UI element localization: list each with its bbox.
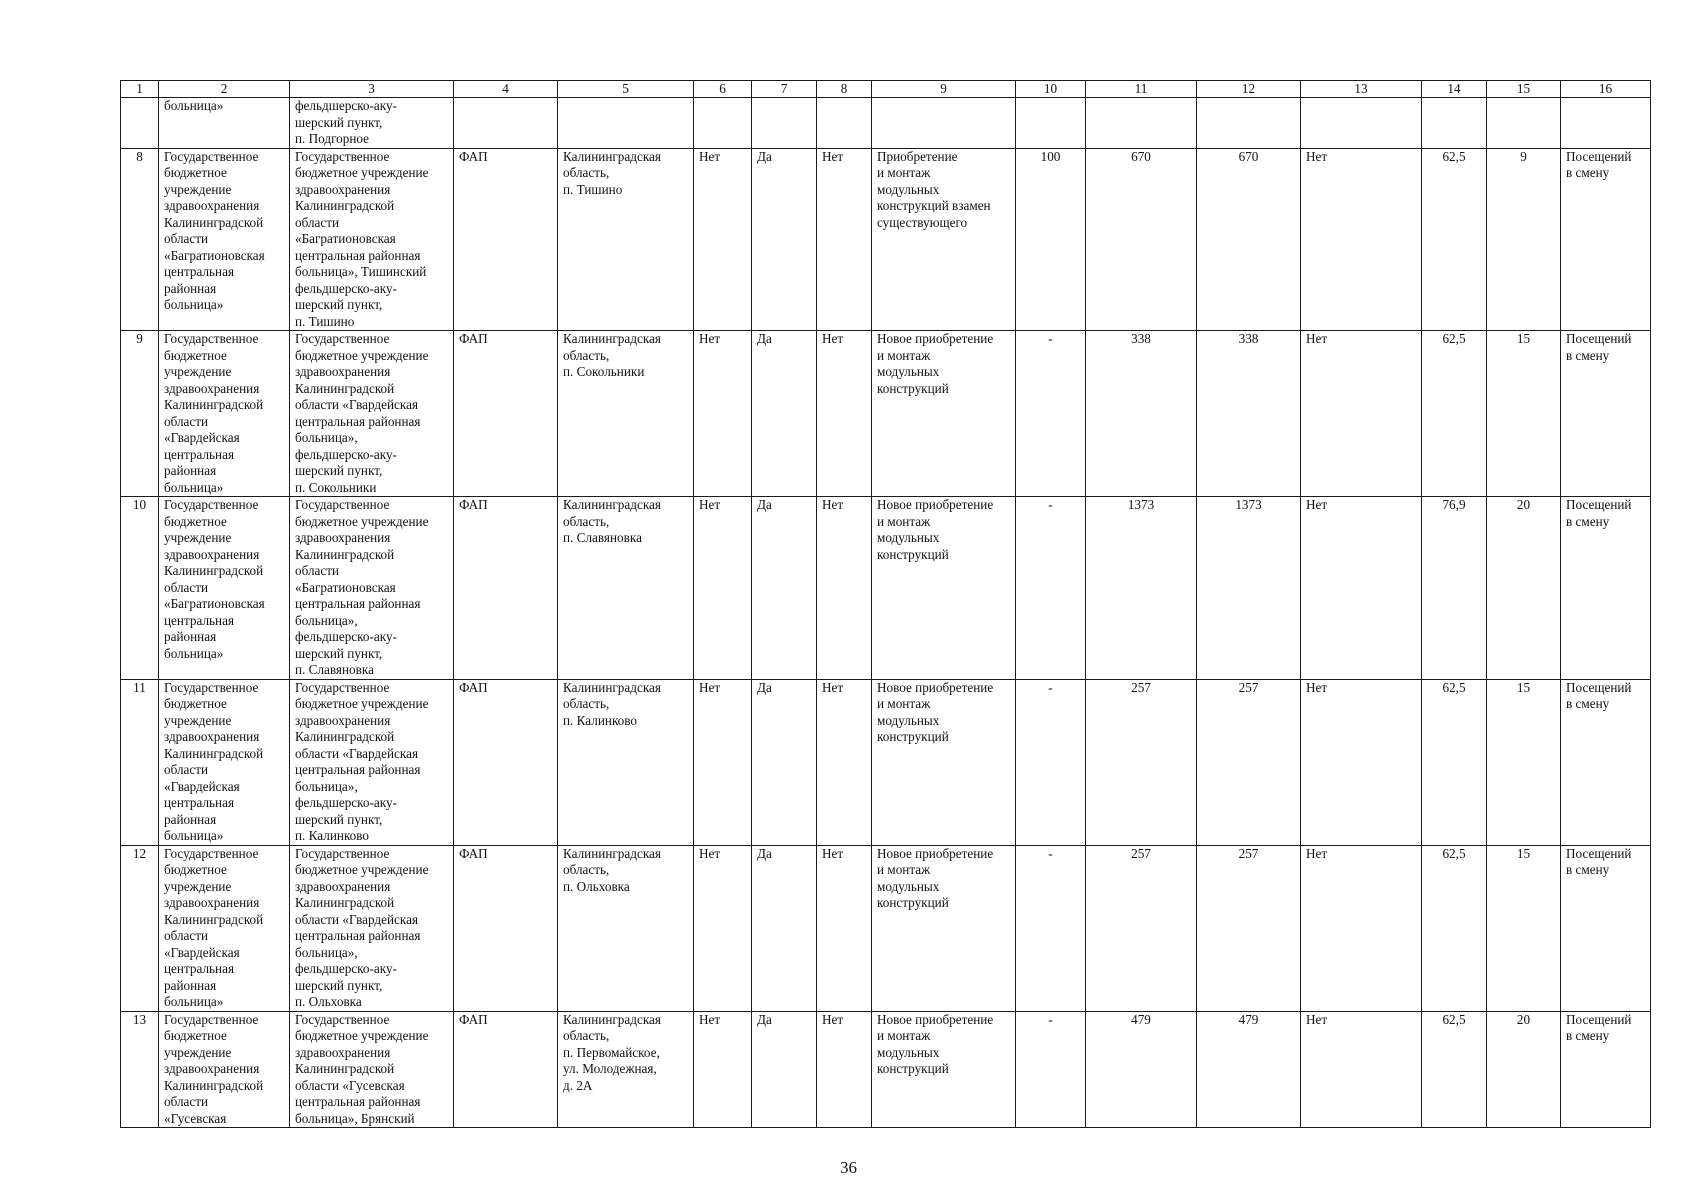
cell-address bbox=[558, 845, 694, 1011]
cell-unit bbox=[1561, 497, 1651, 680]
cell-line: центральная bbox=[164, 264, 235, 279]
cell-line: Посещений bbox=[1566, 497, 1632, 512]
cell-col-7: Да bbox=[752, 845, 817, 1011]
cell-line: здравоохранения bbox=[295, 712, 391, 728]
cell-facility bbox=[290, 497, 454, 680]
cell-col-15: 15 bbox=[1487, 845, 1561, 1011]
cell-col-8: Нет bbox=[817, 331, 872, 497]
cell-line: область, bbox=[563, 165, 610, 180]
cell-line: бюджетное bbox=[164, 513, 227, 529]
column-number-4: 4 bbox=[454, 81, 558, 98]
cell-line: районная bbox=[164, 280, 217, 296]
cell-line: учреждение bbox=[164, 712, 232, 728]
cell-col-15: 20 bbox=[1487, 497, 1561, 680]
cell-line: Посещений bbox=[1566, 331, 1632, 346]
cell-line: д. 2А bbox=[563, 1077, 593, 1093]
cell-line: Новое приобретение bbox=[877, 497, 994, 512]
cell-line: районная bbox=[164, 463, 217, 478]
cell-line: здравоохранения bbox=[164, 895, 260, 910]
cell-col-7: Да bbox=[752, 331, 817, 497]
page-number: 36 bbox=[840, 1158, 857, 1177]
cell-line: в смену bbox=[1566, 696, 1610, 711]
cell-unit bbox=[1561, 331, 1651, 497]
cell-type: ФАП bbox=[454, 148, 558, 331]
cell-line: п. Тишино bbox=[295, 313, 355, 329]
cell-line: и монтаж bbox=[877, 1028, 931, 1043]
cell-line: больница», bbox=[295, 430, 358, 445]
cell-unit bbox=[1561, 845, 1651, 1011]
cell-action bbox=[872, 497, 1016, 680]
cell-line: бюджетное bbox=[164, 347, 227, 363]
column-number-16: 16 bbox=[1561, 81, 1651, 98]
cell-line: больница» bbox=[164, 479, 224, 495]
cell-number: 12 bbox=[121, 845, 159, 1011]
cell-line: Государственное bbox=[295, 497, 390, 512]
cell-col-11: 257 bbox=[1086, 845, 1197, 1011]
cell-col-12: 670 bbox=[1197, 148, 1301, 331]
cell-col-11: 338 bbox=[1086, 331, 1197, 497]
cell-line: больница», bbox=[295, 778, 358, 794]
cell-col-11: 479 bbox=[1086, 1011, 1197, 1128]
cell-line: центральная районная bbox=[295, 928, 421, 943]
table-row bbox=[121, 679, 1651, 845]
table-row bbox=[121, 497, 1651, 680]
cell-org-name bbox=[159, 845, 290, 1011]
cell-number: 9 bbox=[121, 331, 159, 497]
cell-col-7: Да bbox=[752, 1011, 817, 1128]
cell-line: и монтаж bbox=[877, 862, 931, 877]
cell-line: здравоохранения bbox=[295, 878, 391, 894]
cell-line: больница», bbox=[295, 612, 358, 628]
cell-col-6: Нет bbox=[694, 1011, 752, 1128]
cell-col-7: Да bbox=[752, 679, 817, 845]
column-number-6: 6 bbox=[694, 81, 752, 98]
cell-line: п. Сокольники bbox=[563, 364, 645, 379]
column-number-13: 13 bbox=[1301, 81, 1422, 98]
cell-col-14: 76,9 bbox=[1422, 497, 1487, 680]
cell-line: «Багратионовская bbox=[295, 231, 396, 246]
cell-line: Государственное bbox=[295, 845, 390, 861]
cell-col-6: Нет bbox=[694, 679, 752, 845]
cell-unit bbox=[1561, 679, 1651, 845]
cell-line: бюджетное bbox=[164, 1028, 227, 1043]
cell-facility: фельдшерско-аку- шерский пункт, п. Подгорное bbox=[290, 98, 454, 149]
cell-col-8: Нет bbox=[817, 679, 872, 845]
cell-type: ФАП bbox=[454, 845, 558, 1011]
cell-facility bbox=[290, 148, 454, 331]
cell-line: «Багратионовская bbox=[164, 247, 265, 263]
cell-action bbox=[872, 845, 1016, 1011]
cell-line: области «Гусевская bbox=[295, 1077, 405, 1093]
table-row bbox=[121, 845, 1651, 1011]
cell-number: 8 bbox=[121, 148, 159, 331]
cell-col-12: 1373 bbox=[1197, 497, 1301, 680]
cell-line: области bbox=[164, 1094, 209, 1109]
column-number-row bbox=[121, 81, 1651, 98]
column-number-14: 14 bbox=[1422, 81, 1487, 98]
cell-line: п. Славяновка bbox=[295, 662, 374, 677]
cell-line: центральная bbox=[164, 446, 235, 462]
cell-number: 11 bbox=[121, 679, 159, 845]
cell-line: фельдшерско-аку- bbox=[295, 280, 397, 296]
cell-line: конструкций bbox=[877, 546, 949, 562]
cell-col-6: Нет bbox=[694, 331, 752, 497]
cell-address bbox=[558, 679, 694, 845]
table-body bbox=[121, 81, 1651, 1128]
cell-action bbox=[872, 148, 1016, 331]
cell-org-name bbox=[159, 1011, 290, 1128]
cell-line: Приобретение bbox=[877, 148, 958, 164]
cell-line: центральная районная bbox=[295, 247, 421, 263]
cell-col-8: Нет bbox=[817, 497, 872, 680]
cell-line: здравоохранения bbox=[295, 530, 391, 545]
cell-col-10: - bbox=[1016, 331, 1086, 497]
cell-col-13: Нет bbox=[1301, 679, 1422, 845]
cell-line: шерский пункт, bbox=[295, 463, 383, 478]
cell-line: фельдшерско-аку- bbox=[295, 446, 397, 462]
cell-line: Государственное bbox=[295, 1011, 390, 1027]
column-number-3: 3 bbox=[290, 81, 454, 98]
cell-line: в смену bbox=[1566, 347, 1610, 363]
cell-line: и монтаж bbox=[877, 165, 931, 180]
cell-line: п. Калинково bbox=[563, 712, 637, 728]
cell-line: больница», Брянский bbox=[295, 1110, 415, 1126]
cell-line: п. Ольховка bbox=[563, 878, 630, 894]
cell-line: центральная районная bbox=[295, 1094, 421, 1109]
cell-line: больница» bbox=[164, 297, 224, 312]
cell-line: учреждение bbox=[164, 364, 232, 379]
column-number-8: 8 bbox=[817, 81, 872, 98]
cell-line: и монтаж bbox=[877, 347, 931, 363]
cell-facility bbox=[290, 1011, 454, 1128]
cell-line: бюджетное bbox=[164, 696, 227, 711]
cell-facility bbox=[290, 845, 454, 1011]
cell-action bbox=[872, 679, 1016, 845]
cell-line: здравоохранения bbox=[295, 181, 391, 197]
cell-line: ул. Молодежная, bbox=[563, 1061, 657, 1076]
cell-line: Калининградской bbox=[295, 198, 395, 213]
cell-line: Калининградской bbox=[164, 214, 264, 230]
cell-address bbox=[558, 331, 694, 497]
cell-line: п. Тишино bbox=[563, 181, 623, 197]
column-number-15: 15 bbox=[1487, 81, 1561, 98]
cell-line: шерский пункт, bbox=[295, 297, 383, 312]
cell-org-name bbox=[159, 679, 290, 845]
cell-line: Посещений bbox=[1566, 845, 1632, 861]
cell-address bbox=[558, 148, 694, 331]
cell-type: ФАП bbox=[454, 679, 558, 845]
cell-line: области «Гвардейская bbox=[295, 397, 419, 412]
cell-col-15: 9 bbox=[1487, 148, 1561, 331]
cell-line: учреждение bbox=[164, 530, 232, 545]
cell-line: конструкций bbox=[877, 380, 949, 396]
cell-line: бюджетное учреждение bbox=[295, 862, 429, 877]
cell-facility bbox=[290, 679, 454, 845]
cell-col-12: 257 bbox=[1197, 845, 1301, 1011]
cell-line: модульных bbox=[877, 364, 940, 379]
cell-line: области «Гвардейская bbox=[295, 911, 419, 927]
cell-number: 10 bbox=[121, 497, 159, 680]
cell-action bbox=[872, 331, 1016, 497]
cell-line: Калининградская bbox=[563, 497, 661, 512]
cell-line: Новое приобретение bbox=[877, 1011, 994, 1027]
column-number-2: 2 bbox=[159, 81, 290, 98]
cell-line: центральная районная bbox=[295, 413, 421, 429]
cell-line: Государственное bbox=[295, 679, 390, 695]
cell-col-7: Да bbox=[752, 497, 817, 680]
cell-col-7: Да bbox=[752, 148, 817, 331]
cell-line: п. Ольховка bbox=[295, 994, 362, 1009]
cell-line: п. Сокольники bbox=[295, 479, 377, 495]
cell-col-13: Нет bbox=[1301, 497, 1422, 680]
cell-line: бюджетное учреждение bbox=[295, 513, 429, 529]
cell-line: существующего bbox=[877, 214, 968, 230]
cell-line: Калининградская bbox=[563, 679, 661, 695]
cell-unit bbox=[1561, 148, 1651, 331]
cell-line: Калининградской bbox=[295, 1061, 395, 1076]
cell-line: область, bbox=[563, 862, 610, 877]
cell-col-8: Нет bbox=[817, 845, 872, 1011]
cell-line: в смену bbox=[1566, 862, 1610, 877]
cell-line: Калининградская bbox=[563, 148, 661, 164]
cell-type: ФАП bbox=[454, 497, 558, 680]
cell-line: фельдшерско-аку- bbox=[295, 795, 397, 810]
cell-line: п. Славяновка bbox=[563, 530, 642, 545]
cell-line: модульных bbox=[877, 878, 940, 894]
cell-line: бюджетное учреждение bbox=[295, 696, 429, 711]
cell-type: ФАП bbox=[454, 1011, 558, 1128]
cell-line: Новое приобретение bbox=[877, 331, 994, 346]
cell-line: «Багратионовская bbox=[164, 596, 265, 611]
cell-line: центральная bbox=[164, 961, 235, 976]
cell-col-8: Нет bbox=[817, 148, 872, 331]
cell-line: «Гусевская bbox=[164, 1110, 227, 1126]
cell-col-11: 1373 bbox=[1086, 497, 1197, 680]
cell-line: здравоохранения bbox=[164, 729, 260, 744]
cell-line: п. Калинково bbox=[295, 828, 369, 843]
cell-line: Государственное bbox=[164, 679, 259, 695]
cell-line: области bbox=[295, 214, 340, 230]
cell-line: центральная bbox=[164, 612, 235, 628]
cell-col-14: 62,5 bbox=[1422, 331, 1487, 497]
cell-col-11: 670 bbox=[1086, 148, 1197, 331]
cell-line: больница» bbox=[164, 828, 224, 843]
cell-line: Государственное bbox=[164, 497, 259, 512]
cell-line: Государственное bbox=[164, 1011, 259, 1027]
column-number-11: 11 bbox=[1086, 81, 1197, 98]
cell-line: конструкций bbox=[877, 895, 949, 910]
cell-line: Калининградской bbox=[295, 380, 395, 396]
cell-line: здравоохранения bbox=[164, 198, 260, 213]
cell-line: здравоохранения bbox=[295, 1044, 391, 1060]
cell-line: бюджетное bbox=[164, 862, 227, 877]
cell-line: бюджетное учреждение bbox=[295, 1028, 429, 1043]
cell-address bbox=[558, 1011, 694, 1128]
cell-line: Государственное bbox=[295, 331, 390, 346]
cell-col-13: Нет bbox=[1301, 148, 1422, 331]
cell-line: Посещений bbox=[1566, 148, 1632, 164]
cell-line: учреждение bbox=[164, 1044, 232, 1060]
cell-line: «Гвардейская bbox=[164, 944, 240, 960]
cell-line: здравоохранения bbox=[164, 1061, 260, 1076]
cell-line: Калининградской bbox=[295, 546, 395, 562]
cell-line: области bbox=[295, 563, 340, 578]
cell-org-name bbox=[159, 148, 290, 331]
column-number-7: 7 bbox=[752, 81, 817, 98]
cell-col-8: Нет bbox=[817, 1011, 872, 1128]
cell-col-10: - bbox=[1016, 497, 1086, 680]
cell-line: в смену bbox=[1566, 513, 1610, 529]
cell-line: область, bbox=[563, 696, 610, 711]
cell-col-6: Нет bbox=[694, 845, 752, 1011]
cell-line: области bbox=[164, 413, 209, 429]
cell-line: здравоохранения bbox=[295, 364, 391, 379]
cell-col-13: Нет bbox=[1301, 845, 1422, 1011]
cell-line: конструкций bbox=[877, 1061, 949, 1076]
cell-line: п. Первомайское, bbox=[563, 1044, 660, 1060]
cell-line: здравоохранения bbox=[164, 546, 260, 562]
cell-line: Государственное bbox=[164, 148, 259, 164]
cell-line: Посещений bbox=[1566, 1011, 1632, 1027]
cell-line: Калининградской bbox=[164, 745, 264, 761]
cell-line: больница» bbox=[164, 645, 224, 661]
cell-line: конструкций взамен bbox=[877, 198, 991, 213]
cell-line: шерский пункт, bbox=[295, 977, 383, 993]
cell-line: больница», bbox=[295, 944, 358, 960]
cell-line: бюджетное учреждение bbox=[295, 347, 429, 363]
cell-col-12: 257 bbox=[1197, 679, 1301, 845]
cell-line: и монтаж bbox=[877, 513, 931, 529]
cell-line: области bbox=[164, 762, 209, 777]
cell-col-13: Нет bbox=[1301, 1011, 1422, 1128]
cell-line: Калининградская bbox=[563, 331, 661, 346]
cell-line: фельдшерско-аку- bbox=[295, 961, 397, 976]
column-number-5: 5 bbox=[558, 81, 694, 98]
cell-col-12: 479 bbox=[1197, 1011, 1301, 1128]
cell-col-15: 15 bbox=[1487, 679, 1561, 845]
cell-org-name: больница» bbox=[159, 98, 290, 149]
table-row bbox=[121, 331, 1651, 497]
cell-col-6: Нет bbox=[694, 497, 752, 680]
cell-col-12: 338 bbox=[1197, 331, 1301, 497]
column-number-1: 1 bbox=[121, 81, 159, 98]
cell-col-14: 62,5 bbox=[1422, 679, 1487, 845]
cell-line: Калининградской bbox=[164, 563, 264, 578]
cell-org-name bbox=[159, 497, 290, 680]
cell-address bbox=[558, 497, 694, 680]
cell-line: центральная bbox=[164, 795, 235, 810]
cell-col-15: 20 bbox=[1487, 1011, 1561, 1128]
cell-line: здравоохранения bbox=[164, 380, 260, 396]
cell-line: конструкций bbox=[877, 729, 949, 744]
cell-line: область, bbox=[563, 347, 610, 363]
cell-line: Государственное bbox=[164, 845, 259, 861]
cell-line: Калининградской bbox=[164, 397, 264, 412]
cell-line: Калининградской bbox=[295, 895, 395, 910]
cell-line: бюджетное учреждение bbox=[295, 165, 429, 180]
cell-line: модульных bbox=[877, 712, 940, 728]
cell-col-10: 100 bbox=[1016, 148, 1086, 331]
cell-line: Калининградская bbox=[563, 1011, 661, 1027]
data-table bbox=[120, 80, 1651, 1128]
cell-line: Калининградской bbox=[295, 729, 395, 744]
table-row bbox=[121, 1011, 1651, 1128]
cell-col-14: 62,5 bbox=[1422, 148, 1487, 331]
cell-line: районная bbox=[164, 629, 217, 644]
cell-line: область, bbox=[563, 513, 610, 529]
cell-col-14: 62,5 bbox=[1422, 845, 1487, 1011]
cell-line: шерский пункт, bbox=[295, 645, 383, 661]
cell-col-11: 257 bbox=[1086, 679, 1197, 845]
cell-org-name bbox=[159, 331, 290, 497]
cell-number: 13 bbox=[121, 1011, 159, 1128]
cell-col-10: - bbox=[1016, 1011, 1086, 1128]
cell-line: больница» bbox=[164, 994, 224, 1009]
cell-line: районная bbox=[164, 811, 217, 827]
cell-col-15: 15 bbox=[1487, 331, 1561, 497]
cell-line: учреждение bbox=[164, 181, 232, 197]
cell-line: в смену bbox=[1566, 1028, 1610, 1043]
continuation-row bbox=[121, 98, 1651, 149]
cell-line: шерский пункт, bbox=[295, 811, 383, 827]
cell-line: области bbox=[164, 231, 209, 246]
cell-number bbox=[121, 98, 159, 149]
cell-line: области «Гвардейская bbox=[295, 745, 419, 761]
cell-line: «Гвардейская bbox=[164, 430, 240, 445]
cell-type: ФАП bbox=[454, 331, 558, 497]
cell-line: Калининградской bbox=[164, 911, 264, 927]
cell-unit bbox=[1561, 1011, 1651, 1128]
cell-line: модульных bbox=[877, 530, 940, 545]
cell-col-10: - bbox=[1016, 845, 1086, 1011]
cell-line: область, bbox=[563, 1028, 610, 1043]
cell-line: Калининградская bbox=[563, 845, 661, 861]
cell-line: в смену bbox=[1566, 165, 1610, 180]
cell-col-6: Нет bbox=[694, 148, 752, 331]
table-row bbox=[121, 148, 1651, 331]
cell-line: Государственное bbox=[295, 148, 390, 164]
cell-line: Калининградской bbox=[164, 1077, 264, 1093]
cell-line: учреждение bbox=[164, 878, 232, 894]
cell-line: «Багратионовская bbox=[295, 579, 396, 595]
cell-line: районная bbox=[164, 977, 217, 993]
cell-line: фельдшерско-аку- bbox=[295, 629, 397, 644]
cell-line: области bbox=[164, 579, 209, 595]
cell-line: модульных bbox=[877, 1044, 940, 1060]
cell-line: Новое приобретение bbox=[877, 845, 994, 861]
cell-line: центральная районная bbox=[295, 762, 421, 777]
column-number-9: 9 bbox=[872, 81, 1016, 98]
cell-line: Новое приобретение bbox=[877, 679, 994, 695]
cell-line: и монтаж bbox=[877, 696, 931, 711]
cell-col-10: - bbox=[1016, 679, 1086, 845]
cell-col-14: 62,5 bbox=[1422, 1011, 1487, 1128]
column-number-12: 12 bbox=[1197, 81, 1301, 98]
cell-line: больница», Тишинский bbox=[295, 264, 427, 279]
cell-line: области bbox=[164, 928, 209, 943]
cell-col-13: Нет bbox=[1301, 331, 1422, 497]
cell-line: «Гвардейская bbox=[164, 778, 240, 794]
cell-line: Государственное bbox=[164, 331, 259, 346]
cell-line: центральная районная bbox=[295, 596, 421, 611]
cell-line: Посещений bbox=[1566, 679, 1632, 695]
cell-line: бюджетное bbox=[164, 165, 227, 180]
cell-action bbox=[872, 1011, 1016, 1128]
column-number-10: 10 bbox=[1016, 81, 1086, 98]
cell-facility bbox=[290, 331, 454, 497]
cell-line: модульных bbox=[877, 181, 940, 197]
